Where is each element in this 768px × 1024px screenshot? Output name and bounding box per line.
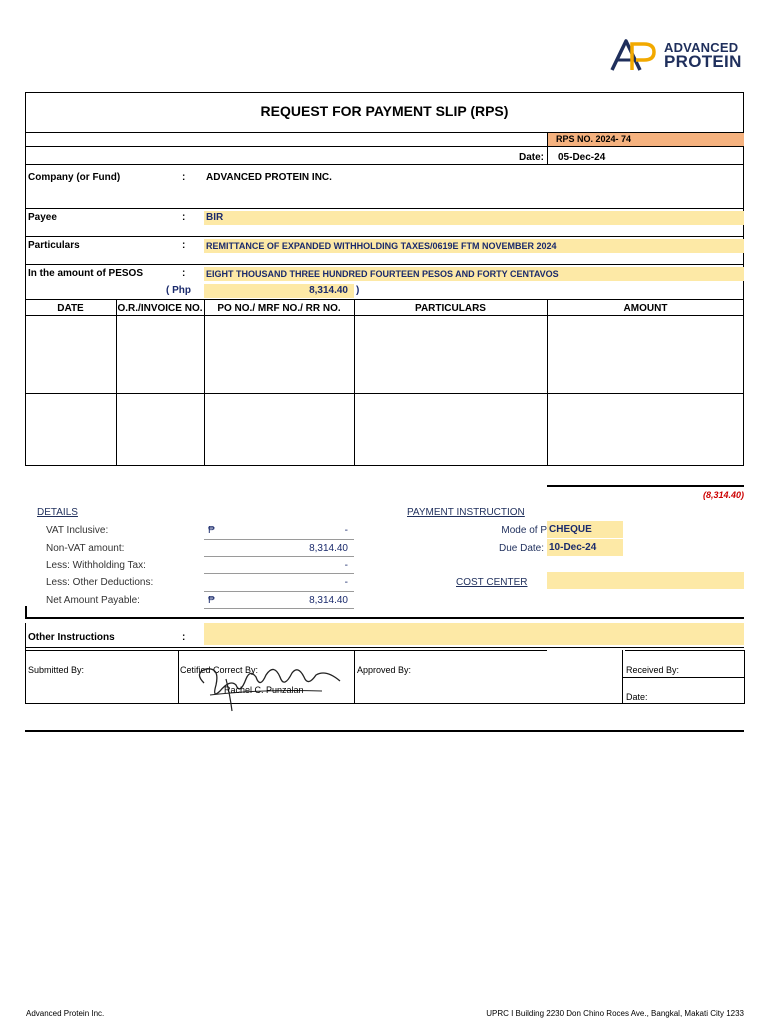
approved-by-label: Approved By: <box>357 665 412 675</box>
received-date-label: Date: <box>626 692 648 702</box>
other-instructions-field[interactable] <box>204 623 744 645</box>
due-date-label: Due Date: <box>498 543 544 554</box>
logo-mark-icon <box>610 38 662 72</box>
company-logo <box>610 38 750 74</box>
cost-center-field[interactable] <box>547 572 744 589</box>
footer-company: Advanced Protein Inc. <box>26 1009 105 1018</box>
header-particulars: PARTICULARS <box>415 303 486 314</box>
detail-value-withholding: - <box>344 560 348 571</box>
payee-colon: : <box>182 212 186 223</box>
company-colon: : <box>182 172 186 183</box>
other-instructions-colon: : <box>182 632 186 643</box>
details-heading: DETAILS <box>37 507 78 518</box>
detail-value-vat: - <box>344 525 348 536</box>
date-value: 05-Dec-24 <box>558 152 606 163</box>
detail-value-net: 8,314.40 <box>309 595 348 606</box>
amount-words-value: EIGHT THOUSAND THREE HUNDRED FOURTEEN PESOS AND FORTY CENTAVOS <box>204 267 744 281</box>
particulars-label: Particulars <box>28 240 80 251</box>
payment-heading: PAYMENT INSTRUCTION <box>407 507 525 518</box>
mode-label: Mode of P <box>501 525 547 536</box>
detail-currency-net: ₱ <box>208 595 215 606</box>
received-by-label: Received By: <box>626 665 680 675</box>
form-title: REQUEST FOR PAYMENT SLIP (RPS) <box>260 103 509 119</box>
php-prefix: ( Php <box>166 285 191 296</box>
table-row <box>25 393 744 394</box>
detail-label-net: Net Amount Payable: <box>46 595 140 606</box>
logo-text-line1: ADVANCED <box>664 40 739 55</box>
cost-center-label: COST CENTER <box>456 577 528 588</box>
amount-words-colon: : <box>182 268 186 279</box>
header-amount: AMOUNT <box>623 303 668 314</box>
header-po: PO NO./ MRF NO./ RR NO. <box>217 303 341 314</box>
payee-label: Payee <box>28 212 57 223</box>
certified-by-label: Cetified Correct By: <box>180 665 259 675</box>
logo-text-line2: PROTEIN <box>664 52 742 71</box>
php-suffix: ) <box>356 285 360 296</box>
submitted-by-label: Submitted By: <box>28 665 85 675</box>
certified-name: Rachel C. Punzalan <box>224 685 304 695</box>
detail-label-nonvat: Non-VAT amount: <box>46 543 125 554</box>
company-label: Company (or Fund) <box>28 172 121 183</box>
mode-value: CHEQUE <box>547 521 623 538</box>
php-amount: 8,314.40 <box>204 284 354 298</box>
header-invoice: O.R./INVOICE NO. <box>117 303 203 314</box>
detail-value-other-deductions: - <box>344 577 348 588</box>
date-label: Date: <box>518 152 544 163</box>
detail-label-withholding: Less: Withholding Tax: <box>46 560 146 571</box>
amount-words-label: In the amount of PESOS <box>28 268 144 279</box>
footer-address: UPRC I Building 2230 Don Chino Roces Ave., Bangkal, Makati City 1233 <box>486 1009 744 1018</box>
payee-value: BIR <box>204 211 744 225</box>
detail-label-other-deductions: Less: Other Deductions: <box>46 577 154 588</box>
detail-label-vat: VAT Inclusive: <box>46 525 109 536</box>
company-value: ADVANCED PROTEIN INC. <box>206 172 332 183</box>
detail-value-nonvat: 8,314.40 <box>309 543 348 554</box>
rps-number: RPS NO. 2024- 74 <box>548 133 744 146</box>
detail-currency-vat: ₱ <box>208 525 215 536</box>
particulars-colon: : <box>182 240 186 251</box>
signature-icon <box>190 655 350 713</box>
other-instructions-label: Other Instructions <box>28 632 115 643</box>
total-amount: (8,314.40) <box>702 490 744 500</box>
particulars-value: REMITTANCE OF EXPANDED WITHHOLDING TAXES/0619E FTM NOVEMBER 2024 <box>204 239 744 253</box>
due-date-value: 10-Dec-24 <box>547 539 623 556</box>
header-date: DATE <box>57 303 84 314</box>
